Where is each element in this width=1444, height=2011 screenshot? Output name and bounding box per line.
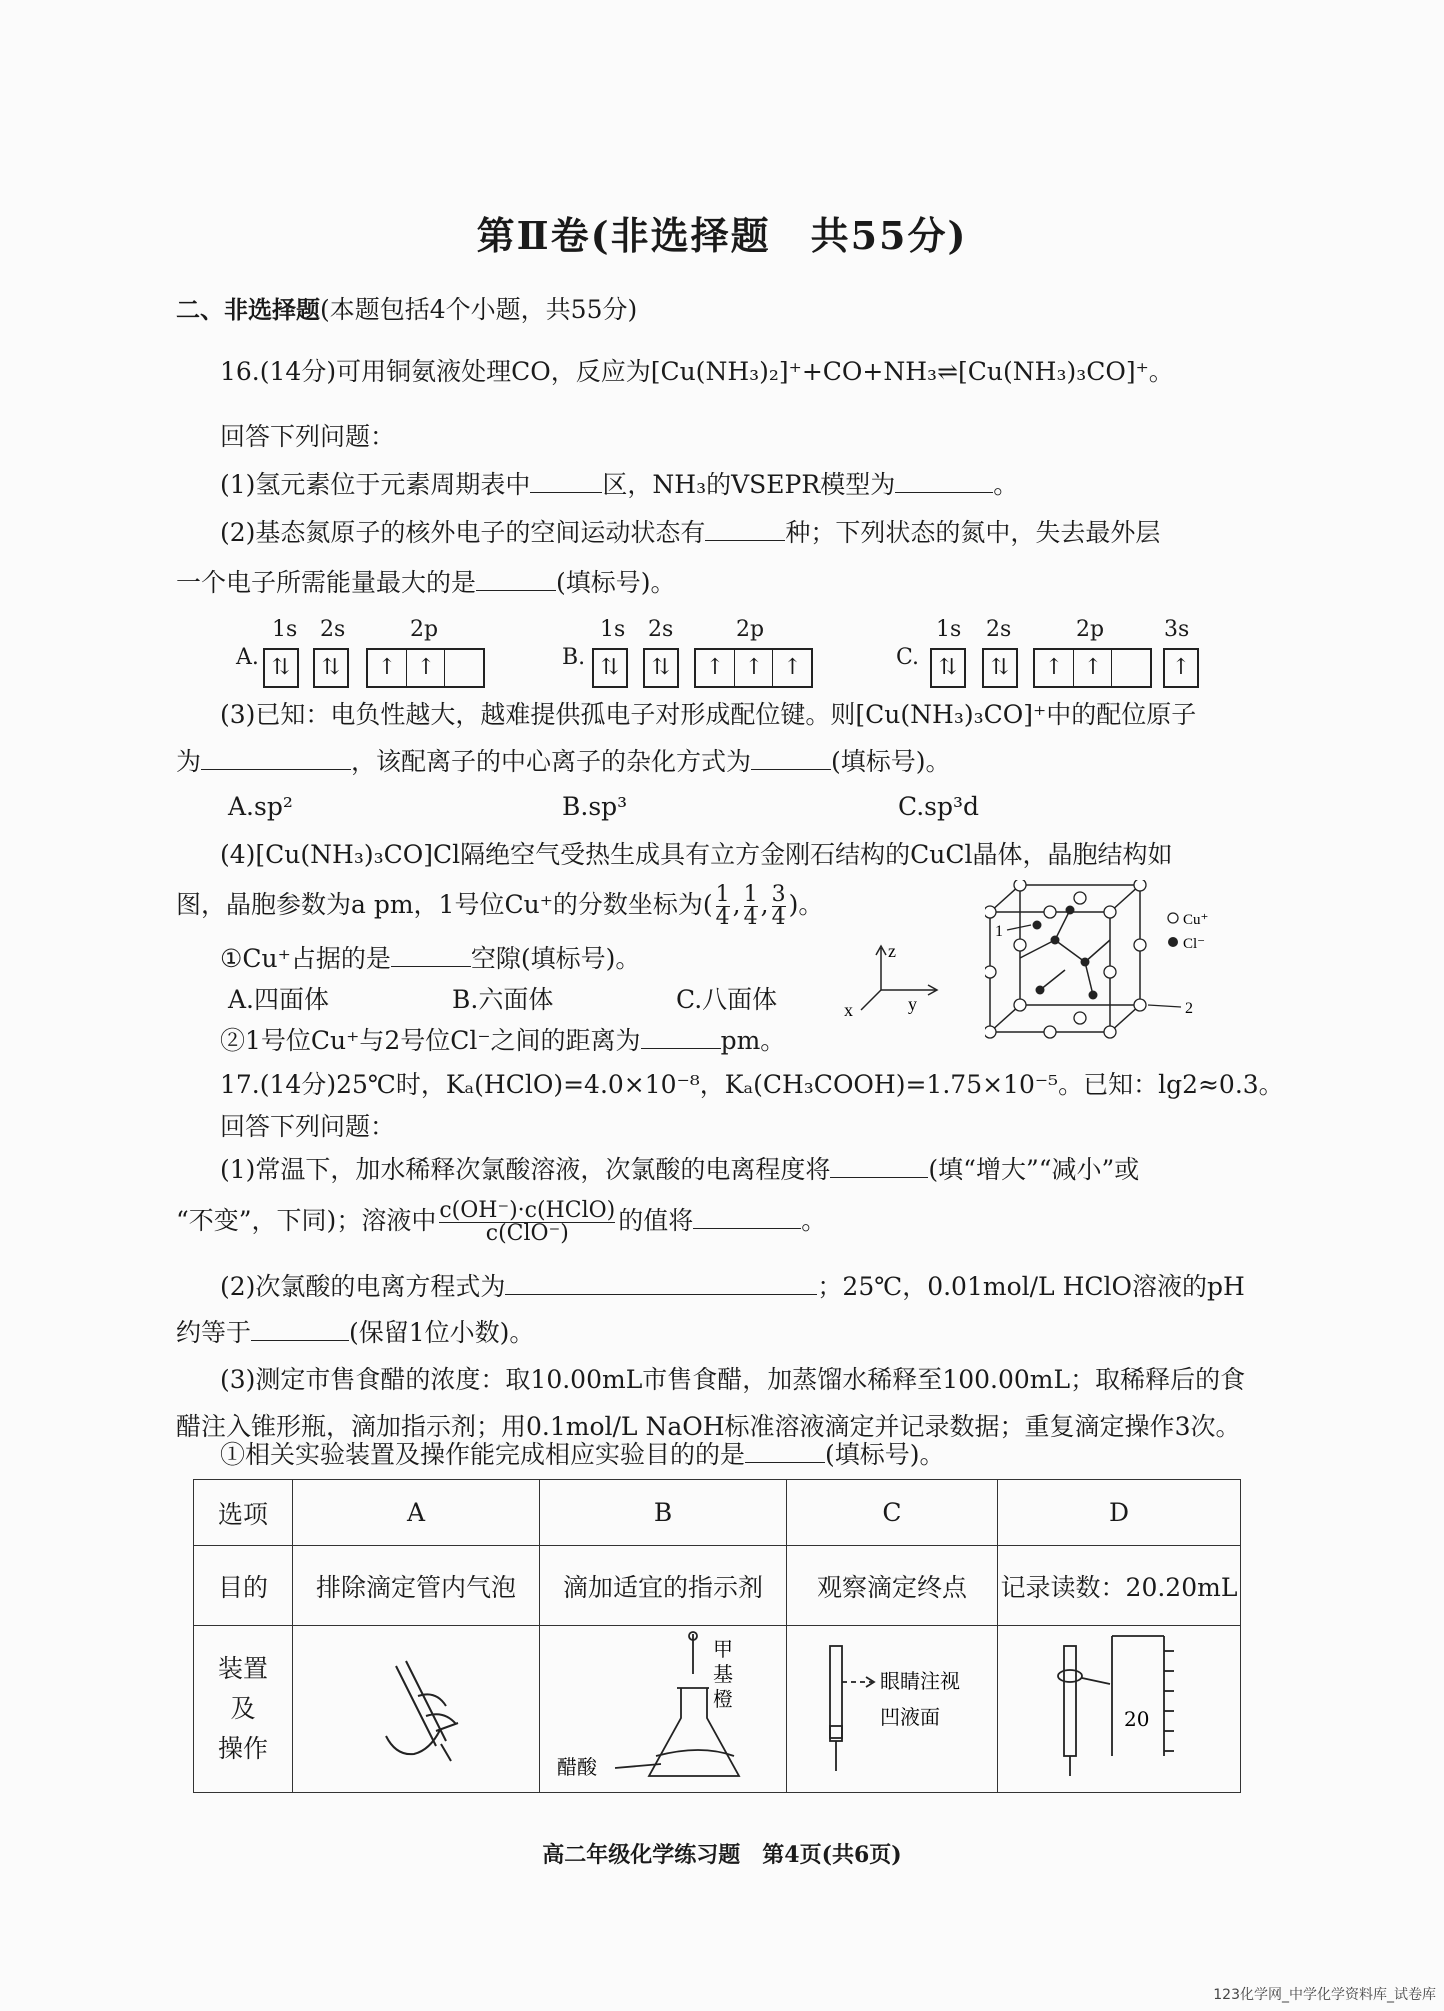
fraction xyxy=(439,1200,615,1245)
q16-p1-text-a: (1)氢元素位于元素周期表中 xyxy=(220,470,531,499)
fraction-num: 1 xyxy=(715,882,730,907)
orbital-electrons: ↑ xyxy=(1171,655,1191,680)
flask-label: 甲 xyxy=(713,1637,733,1661)
q17-p1-text-d: 的值将 xyxy=(618,1206,694,1235)
q16-p3-option: A.sp² xyxy=(228,792,293,821)
answer-blank[interactable] xyxy=(391,944,471,967)
burette-bubble-illustration xyxy=(356,1646,476,1766)
orbital-electrons: ↑ xyxy=(377,655,397,680)
orbital-electrons: ⇅ xyxy=(600,655,620,680)
q16-part3-line2 xyxy=(176,745,951,779)
q16-stem: 16.(14分)可用铜氨液处理CO，反应为[Cu(NH₃)₂]⁺+CO+NH₃⇌[Cu(NH₃)₃CO]⁺。 xyxy=(220,357,1174,386)
orbital-electrons: ↑ xyxy=(1073,650,1112,686)
q16-part3-line1: (3)已知：电负性越大，越难提供孤电子对形成配位键。则[Cu(NH₃)₃CO]⁺中的配位原子 xyxy=(220,700,1197,729)
orbital-electrons: ⇅ xyxy=(990,655,1010,680)
q16-p4-sub2 xyxy=(220,1024,785,1058)
orbital-electrons: ↑ xyxy=(406,650,445,686)
q17-p2-text-a: (2)次氯酸的电离方程式为 xyxy=(220,1272,506,1301)
fraction-num: 3 xyxy=(771,882,786,907)
orbital-box-2s xyxy=(643,648,679,688)
crystal-cell-diagram xyxy=(985,880,1235,1040)
q16-p4-option: C.八面体 xyxy=(676,985,778,1014)
orbital-box-2p xyxy=(1033,648,1152,688)
orbital-electrons: ↑ xyxy=(772,650,812,686)
orbital-label: 2s xyxy=(648,617,674,642)
answer-blank[interactable] xyxy=(201,747,351,770)
q17-p3-sub1-text-a: ①相关实验装置及操作能完成相应实验目的的是 xyxy=(220,1440,746,1469)
answer-blank[interactable] xyxy=(641,1026,721,1049)
table-row xyxy=(194,1626,1241,1793)
q16-p2-text-a: (2)基态氮原子的核外电子的空间运动状态有 xyxy=(220,518,706,547)
q16-p4-sub2-text-a: ②1号位Cu⁺与2号位Cl⁻之间的距离为 xyxy=(220,1026,641,1055)
q17-p1-text-e: 。 xyxy=(801,1206,827,1235)
flask-label: 醋酸 xyxy=(557,1755,597,1779)
answer-blank[interactable] xyxy=(505,1272,817,1295)
answer-blank[interactable] xyxy=(705,518,785,541)
q16-p3-option: C.sp³d xyxy=(898,792,980,821)
section-heading xyxy=(176,293,637,327)
q17-p2-text-d: (保留1位小数)。 xyxy=(349,1318,535,1347)
observe-label: 凹液面 xyxy=(879,1705,940,1729)
device-label: 操作 xyxy=(217,1734,268,1763)
fraction-den: 4 xyxy=(743,905,758,930)
orbital-box-1s xyxy=(263,648,299,688)
orbital-box-3s xyxy=(1163,648,1199,688)
axis-label-y: y xyxy=(908,994,917,1014)
table-cell xyxy=(998,1626,1241,1793)
orbital-label: 2s xyxy=(986,617,1012,642)
q16-p3-text-d: (填标号)。 xyxy=(831,747,951,776)
orbital-option-b-letter: B. xyxy=(562,645,586,670)
q17-part3-line1: (3)测定市售食醋的浓度：取10.00mL市售食醋，加蒸馏水稀释至100.00mL；取稀释后的食 xyxy=(220,1365,1246,1394)
orbital-label: 2p xyxy=(1076,617,1105,642)
table-cell xyxy=(540,1626,787,1793)
q16-p3-option: B.sp³ xyxy=(562,792,628,821)
q17-part2-line2 xyxy=(176,1316,534,1350)
flask-label: 橙 xyxy=(713,1687,733,1711)
fraction-num: 1 xyxy=(743,882,758,907)
fraction-den: 4 xyxy=(715,905,730,930)
orbital-electrons: ↑ xyxy=(734,650,773,686)
orbital-label: 2s xyxy=(320,617,346,642)
orbital-option-a-letter: A. xyxy=(236,645,259,670)
table-header-row xyxy=(194,1480,1241,1546)
table-cell xyxy=(194,1626,293,1793)
page-title: 第Ⅱ卷(非选择题 共55分) xyxy=(476,213,968,258)
orbital-electrons: ↑ xyxy=(705,655,725,680)
q17-part2-line1 xyxy=(220,1270,1245,1304)
q16-p1-text-b: 区，NH₃的VSEPR模型为 xyxy=(602,470,896,499)
orbital-label: 2p xyxy=(736,617,765,642)
axis-label-x: x xyxy=(844,1000,853,1020)
q16-p4-option: B.六面体 xyxy=(452,985,554,1014)
q17-p3-sub1 xyxy=(220,1438,945,1472)
answer-blank[interactable] xyxy=(251,1318,349,1341)
axis-label-z: z xyxy=(888,941,896,961)
observe-label: 眼睛注视 xyxy=(879,1669,960,1693)
q17-p1-text-c: “不变”，下同)；溶液中 xyxy=(176,1206,437,1235)
orbital-box-1s xyxy=(930,648,966,688)
q17-p2-text-c: 约等于 xyxy=(176,1318,252,1347)
fraction xyxy=(772,884,786,929)
orbital-option-c-letter: C. xyxy=(896,645,920,670)
fraction-num: c(OH⁻)·c(HClO) xyxy=(439,1198,616,1223)
q17-stem: 17.(14分)25℃时，Kₐ(HClO)=4.0×10⁻⁸，Kₐ(CH₃COOH)=1.75×10⁻⁵。已知：lg2≈0.3。 xyxy=(220,1070,1284,1099)
answer-blank[interactable] xyxy=(830,1155,928,1178)
answer-blank[interactable] xyxy=(693,1206,801,1229)
q17-part1-line2 xyxy=(176,1200,826,1245)
burette-observe-illustration xyxy=(790,1626,995,1786)
orbital-box-2p xyxy=(694,648,813,688)
flask-indicator-illustration xyxy=(543,1626,783,1786)
q16-part2-line2 xyxy=(176,566,676,600)
q16-p2-text-d: (填标号)。 xyxy=(556,568,676,597)
q16-p3-text-b: 为 xyxy=(176,747,202,776)
orbital-electrons xyxy=(1111,650,1151,686)
orbital-electrons: ⇅ xyxy=(938,655,958,680)
fraction xyxy=(716,884,730,929)
orbital-label: 3s xyxy=(1164,617,1190,642)
q16-part4-line2: 图，晶胞参数为a pm，1号位Cu⁺的分数坐标为( $\frac{1}{4}$ , $\frac{1}{4}$ , $\frac{3}{4}$ )。 xyxy=(176,882,824,930)
orbital-label: 1s xyxy=(272,617,298,642)
crystal-mark-2: 2 xyxy=(1185,1000,1193,1017)
legend-cl: Cl⁻ xyxy=(1183,936,1206,952)
orbital-electrons: ⇅ xyxy=(321,655,341,680)
table-cell: B xyxy=(540,1480,787,1546)
section-title: 二、非选择题 xyxy=(176,295,320,324)
fraction-den: c(ClO⁻) xyxy=(485,1221,569,1246)
answer-blank[interactable] xyxy=(530,470,602,493)
crystal-mark-1: 1 xyxy=(995,923,1003,940)
q17-p3-sub1-text-b: (填标号)。 xyxy=(825,1440,945,1469)
table-cell: 记录读数：20.20mL xyxy=(998,1546,1241,1626)
legend-cu: Cu⁺ xyxy=(1183,912,1209,928)
orbital-box-2p xyxy=(366,648,485,688)
experiment-options-table xyxy=(193,1479,1241,1793)
table-cell: A xyxy=(293,1480,540,1546)
q16-p4-text-c: )。 xyxy=(788,890,824,919)
fraction xyxy=(744,884,758,929)
q16-p4-sub2-text-b: pm。 xyxy=(720,1026,786,1055)
q16-p3-text-c: ，该配离子的中心离子的杂化方式为 xyxy=(351,747,752,776)
q16-p4-sub1 xyxy=(220,942,640,976)
q17-part1-line1 xyxy=(220,1153,1139,1187)
q17-part3-line2: 醋注入锥形瓶，滴加指示剂；用0.1mol/L NaOH标准溶液滴定并记录数据；重复滴定操作3次。 xyxy=(176,1412,1241,1441)
orbital-electrons: ⇅ xyxy=(271,655,291,680)
section-note: (本题包括4个小题，共55分) xyxy=(320,295,638,324)
orbital-electrons xyxy=(444,650,484,686)
page-footer: 高二年级化学练习题 第4页(共6页) xyxy=(542,1842,902,1868)
table-cell: 目的 xyxy=(194,1546,293,1626)
q16-part2-line1 xyxy=(220,516,1160,550)
table-cell: 排除滴定管内气泡 xyxy=(293,1546,540,1626)
q17-p1-text-a: (1)常温下，加水稀释次氯酸溶液，次氯酸的电离程度将 xyxy=(220,1155,831,1184)
orbital-label: 1s xyxy=(600,617,626,642)
table-cell: 观察滴定终点 xyxy=(787,1546,998,1626)
answer-blank[interactable] xyxy=(476,568,556,591)
orbital-label: 2p xyxy=(410,617,439,642)
q16-p2-text-c: 一个电子所需能量最大的是 xyxy=(176,568,477,597)
q17-p2-text-b: ；25℃，0.01mol/L HClO溶液的pH xyxy=(817,1272,1245,1301)
reading-label: 20 xyxy=(1124,1707,1150,1731)
table-cell xyxy=(787,1626,998,1793)
device-label: 装置 xyxy=(217,1654,268,1683)
q16-p2-text-b: 种；下列状态的氮中，失去最外层 xyxy=(785,518,1161,547)
q17-answer-intro: 回答下列问题： xyxy=(220,1112,396,1141)
table-row xyxy=(194,1546,1241,1626)
orbital-label: 1s xyxy=(936,617,962,642)
flask-label: 基 xyxy=(713,1662,733,1686)
q16-answer-intro: 回答下列问题： xyxy=(220,422,396,451)
orbital-box-1s xyxy=(592,648,628,688)
q17-p1-text-b: (填“增大”“减小”或 xyxy=(928,1155,1140,1184)
orbital-electrons: ⇅ xyxy=(651,655,671,680)
table-cell: 滴加适宜的指示剂 xyxy=(540,1546,787,1626)
q16-part1 xyxy=(220,468,1018,502)
watermark: 123化学网_中学化学资料库_试卷库 xyxy=(1213,1987,1436,2003)
burette-reading-illustration xyxy=(1004,1626,1234,1786)
device-label: 及 xyxy=(230,1694,256,1723)
answer-blank[interactable] xyxy=(895,470,993,493)
fraction-den: 4 xyxy=(771,905,786,930)
table-cell: D xyxy=(998,1480,1241,1546)
q16-p4-sub1-text-a: ①Cu⁺占据的是 xyxy=(220,944,391,973)
q16-p4-option: A.四面体 xyxy=(228,985,330,1014)
orbital-electrons: ↑ xyxy=(1044,655,1064,680)
answer-blank[interactable] xyxy=(745,1440,825,1463)
q16-p4-text-b: 图，晶胞参数为a pm，1号位Cu⁺的分数坐标为( xyxy=(176,890,713,919)
q16-p4-sub1-text-b: 空隙(填标号)。 xyxy=(470,944,641,973)
axes-diagram xyxy=(836,940,946,1020)
table-cell xyxy=(293,1626,540,1793)
table-cell: C xyxy=(787,1480,998,1546)
table-cell: 选项 xyxy=(194,1480,293,1546)
orbital-box-2s xyxy=(982,648,1018,688)
answer-blank[interactable] xyxy=(751,747,831,770)
q16-p1-text-c: 。 xyxy=(993,470,1019,499)
q16-part4-line1: (4)[Cu(NH₃)₃CO]Cl隔绝空气受热生成具有立方金刚石结构的CuCl晶体，晶胞结构如 xyxy=(220,840,1173,869)
orbital-box-2s xyxy=(313,648,349,688)
